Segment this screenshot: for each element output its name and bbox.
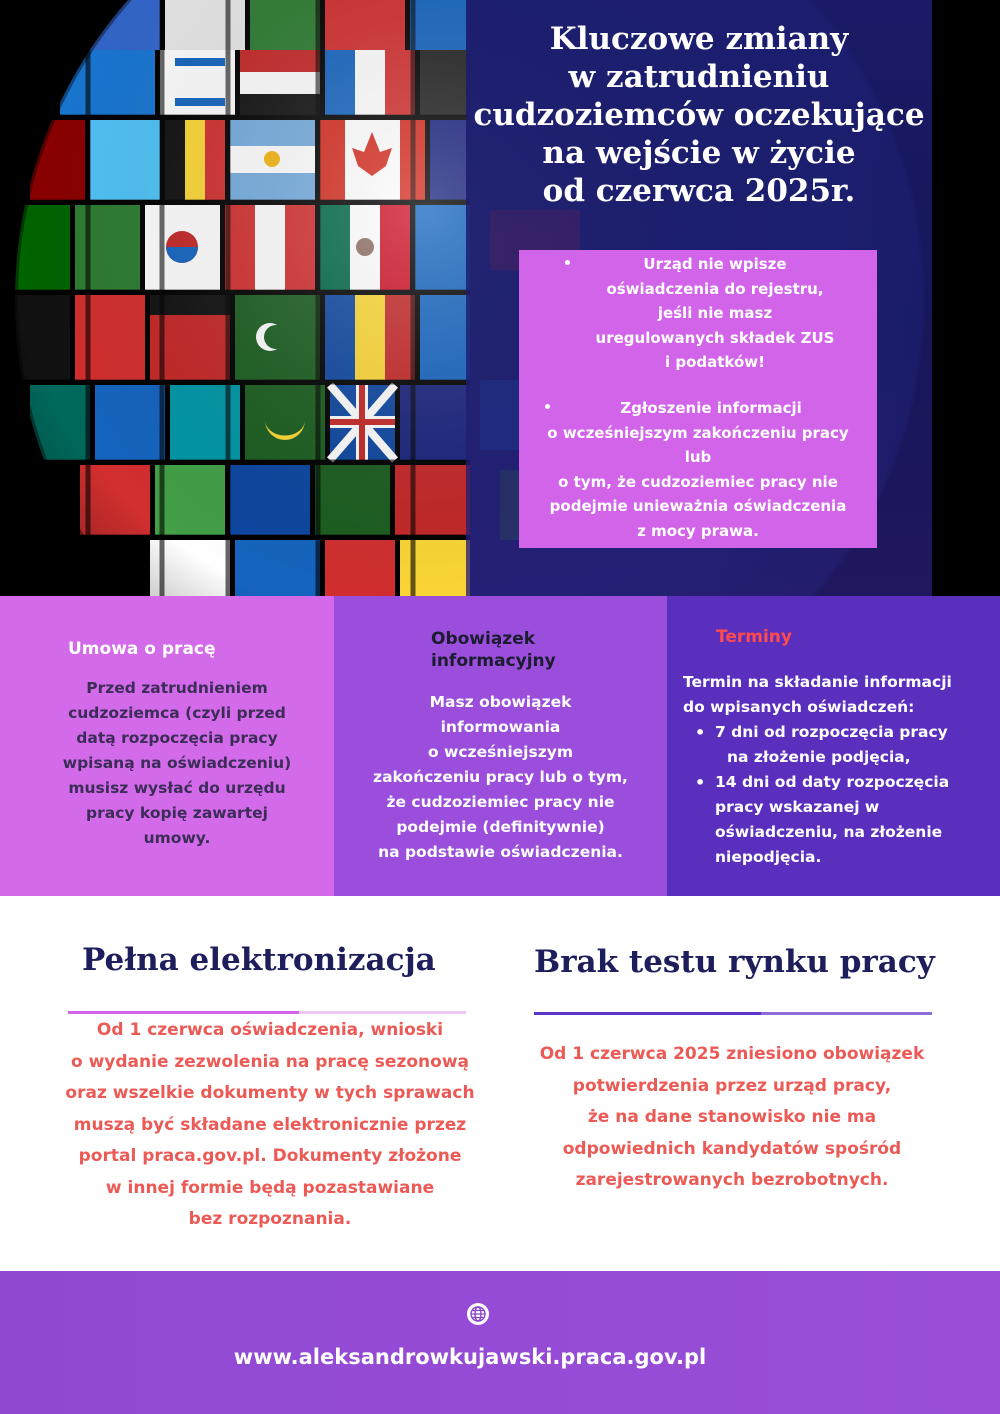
title-line: cudzoziemców oczekujące <box>473 97 925 133</box>
text-line: oświadczeniu, na złożenie <box>715 823 943 841</box>
info-line: o tym, że cudzoziemiec pracy nie <box>558 472 838 491</box>
column-umowa-o-prace <box>0 596 334 896</box>
text-line: niepodjęcia. <box>715 848 822 866</box>
bullet-dot-icon: • <box>543 400 552 416</box>
text-line: zakończeniu pracy lub o tym, <box>373 768 628 786</box>
elektronizacja-text <box>50 1015 490 1236</box>
column-text <box>30 676 324 851</box>
text-line: cudzoziemca (czyli przed <box>68 704 286 722</box>
info-line: oświadczenia do rejestru, <box>606 279 824 298</box>
text-line: oraz wszelkie dokumenty w tych sprawach <box>65 1083 475 1103</box>
heading-line: Obowiązek <box>431 629 536 649</box>
column-heading: Terminy <box>716 627 792 647</box>
text-line: o wydanie zezwolenia na pracę sezonową <box>70 1051 469 1072</box>
heading-brak-testu-rynku-pracy: Brak testu rynku pracy <box>534 944 935 980</box>
text-line: o wcześniejszym <box>428 743 573 761</box>
text-line: datą rozpoczęcia pracy <box>76 729 278 747</box>
column-terminy <box>667 596 1000 896</box>
title-line: na wejście w życie <box>542 135 856 171</box>
text-line: potwierdzenia przez urząd pracy, <box>572 1075 892 1096</box>
info-line: z mocy prawa. <box>637 521 759 540</box>
text-line: Masz obowiązek <box>429 693 572 711</box>
text-line: • 7 dni od rozpoczęcia pracy <box>715 723 948 741</box>
info-line: Zgłoszenie informacji <box>620 399 802 417</box>
text-line: portal praca.gov.pl. Dokumenty złożone <box>78 1146 462 1166</box>
text-line: • 14 dni od daty rozpoczęcia <box>715 773 950 791</box>
text-line: w innej formie będą pozastawiane <box>105 1177 435 1198</box>
key-info-box <box>519 250 877 548</box>
text-line: Przed zatrudnieniem <box>86 679 268 697</box>
text-line: informowania <box>440 718 561 736</box>
text-line: odpowiednich kandydatów spośród <box>562 1138 902 1159</box>
globe-icon <box>466 1302 490 1326</box>
info-bullet-zus <box>519 252 877 375</box>
text-line: że cudzoziemiec pracy nie <box>386 793 615 811</box>
title-line: Kluczowe zmiany <box>549 21 849 57</box>
divider <box>534 1012 932 1015</box>
info-line: lub <box>684 448 712 466</box>
text-line: Od 1 czerwca oświadczenia, wnioski <box>96 1020 444 1040</box>
column-heading: Umowa o pracę <box>68 639 216 659</box>
text-line: wpisaną na oświadczeniu) <box>62 754 292 772</box>
column-heading <box>431 628 556 672</box>
list-item <box>715 770 995 870</box>
info-line: Urząd nie wpisze <box>643 255 787 273</box>
text-line: do wpisanych oświadczeń: <box>683 698 915 716</box>
main-title <box>466 20 932 210</box>
text-line: że na dane stanowisko nie ma <box>587 1107 877 1127</box>
footer <box>0 1271 1000 1414</box>
text-line: pracy kopię zawartej <box>86 804 268 822</box>
text-line: musisz wysłać do urzędu <box>68 779 286 797</box>
info-bullet-zgloszenie <box>519 396 877 543</box>
divider <box>68 1011 466 1014</box>
text-line: podejmie (definitywnie) <box>396 818 605 836</box>
text-line: Od 1 czerwca 2025 zniesiono obowiązek <box>539 1044 925 1064</box>
website-link[interactable]: www.aleksandrowkujawski.praca.gov.pl <box>233 1345 707 1369</box>
info-line: i podatków! <box>664 353 765 371</box>
info-line: podejmie unieważnia oświadczenia <box>549 497 847 515</box>
text-line: muszą być składane elektronicznie przez <box>73 1114 467 1135</box>
heading-pelna-elektronizacja: Pełna elektronizacja <box>82 942 436 978</box>
brak-testu-text <box>512 1039 952 1197</box>
text-line: bez rozpoznania. <box>188 1209 352 1229</box>
column-obowiazek-informacyjny <box>334 596 667 896</box>
text-line: na złożenie podjęcia, <box>727 748 911 766</box>
bullet-dot-icon: • <box>563 256 572 272</box>
column-text <box>348 690 653 865</box>
text-line: na podstawie oświadczenia. <box>378 843 623 861</box>
info-line: o wcześniejszym zakończeniu pracy <box>547 423 849 442</box>
info-line: jeśli nie masz <box>657 304 773 322</box>
title-line: od czerwca 2025r. <box>542 173 856 209</box>
heading-line: informacyjny <box>431 651 556 671</box>
text-line: umowy. <box>143 829 211 847</box>
hero-section <box>0 0 1000 596</box>
info-line: uregulowanych składek ZUS <box>595 328 835 347</box>
deadline-list <box>715 720 995 870</box>
column-intro <box>683 670 993 720</box>
title-line: w zatrudnieniu <box>568 59 830 95</box>
list-item <box>715 720 995 770</box>
text-line: Termin na składanie informacji <box>683 673 952 691</box>
text-line: pracy wskazanej w <box>715 798 880 816</box>
text-line: zarejestrowanych bezrobotnych. <box>575 1170 889 1190</box>
